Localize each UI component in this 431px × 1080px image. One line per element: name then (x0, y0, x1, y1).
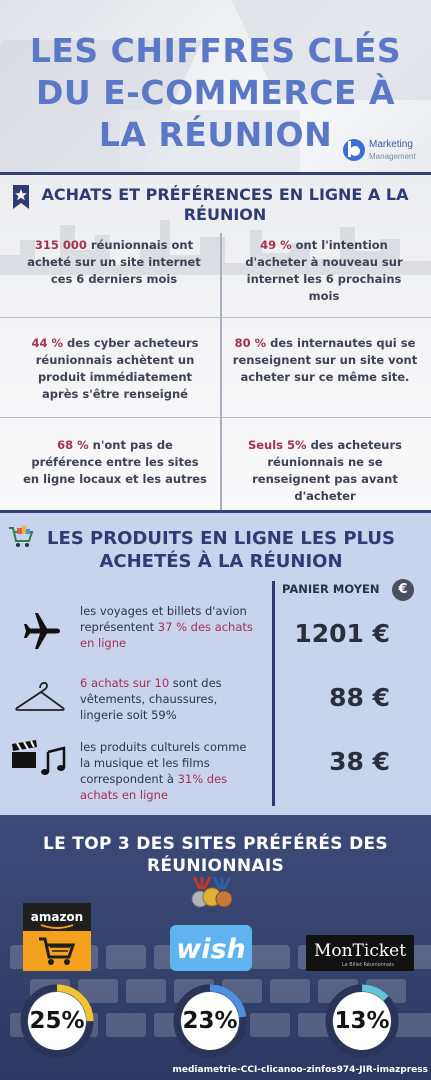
section2-title: LES PRODUITS EN LIGNE LES PLUS ACHETÉS À LA RÉUNION (47, 528, 395, 572)
site-name: MonTicket (313, 941, 407, 961)
section-top3-sites (0, 815, 431, 1080)
section3-title: LE TOP 3 DES SITES PRÉFÉRÉS DES RÉUNIONNAIS (43, 834, 388, 876)
stat-card (24, 237, 204, 288)
stat-highlight: 49 % (260, 238, 292, 252)
logo-line-2: Management (369, 152, 416, 161)
stat-card (22, 437, 208, 488)
stat-text: des cyber acheteurs réunionnais achètent un produit immédiatement après s'être renseigné (35, 336, 199, 401)
stat-text: n'ont pas de préférence entre les sites en ligne locaux et les autres (23, 438, 207, 486)
product-text: les voyages et billets d'avion représentent 37 % des achats en ligne (80, 604, 253, 650)
stat-highlight: Seuls 5% (247, 438, 307, 452)
site-name: amazon (30, 910, 84, 924)
price-value: 38 € (329, 747, 390, 776)
shopping-cart-icon (8, 525, 34, 549)
wish-logo (170, 925, 252, 971)
bookmark-star-icon (12, 185, 30, 209)
stat-card (232, 335, 418, 386)
amazon-logo (23, 903, 91, 971)
logo-line-1: Marketing (369, 139, 413, 150)
product-text: 6 achats sur 10 sont des vêtements, chaussures, lingerie soit 59% (80, 676, 222, 722)
stat-highlight: 315 000 (34, 238, 87, 252)
grid-divider-horizontal-1 (0, 317, 431, 318)
medals-icon (188, 877, 236, 909)
grid-divider-horizontal-2 (0, 417, 431, 418)
stat-highlight: 80 % (234, 336, 267, 350)
marketing-management-logo (342, 138, 430, 164)
column-divider (272, 581, 275, 806)
price-value: 1201 € (294, 619, 390, 648)
hanger-icon (14, 675, 66, 715)
euro-icon: € (392, 579, 414, 601)
airplane-icon (22, 611, 62, 651)
stat-highlight: 68 % (57, 438, 89, 452)
stat-text: des internautes qui se renseignent sur un site vont acheter sur ce même site. (232, 336, 418, 384)
logo-icon (342, 138, 366, 162)
panier-moyen-label: PANIER MOYEN (282, 582, 380, 596)
section1-title: ACHATS ET PRÉFÉRENCES EN LIGNE A LA RÉUNION (41, 185, 409, 224)
wish-share-label: 23% (182, 1008, 238, 1034)
site-tagline: Le Billet Réunionnais (341, 962, 395, 968)
section-achats-preferences (0, 172, 431, 510)
amazon-share-label: 25% (29, 1008, 85, 1034)
header-banner (0, 0, 431, 172)
stat-text: réunionnais ont acheté sur un site internet ces 6 derniers mois (27, 238, 201, 286)
stat-card (22, 335, 208, 403)
stat-card (236, 437, 414, 505)
clapperboard-music-icon (10, 738, 68, 778)
monticket-logo (306, 935, 414, 971)
stat-text: ont l'intention d'acheter à nouveau sur internet les 6 prochains mois (245, 238, 403, 303)
section-produits (0, 510, 431, 815)
product-text: les produits culturels comme la musique et les films correspondent à 31% des achats en ligne (80, 740, 247, 802)
page-title: LES CHIFFRES CLÉS DU E-COMMERCE À LA RÉUNION (29, 31, 402, 154)
source-credits: mediametrie-CCI-clicanoo-zinfos974-JIR-imazpress (172, 1065, 428, 1075)
grid-divider-vertical (220, 233, 222, 513)
price-value: 88 € (329, 683, 390, 712)
monticket-share-label: 13% (334, 1008, 390, 1034)
stat-highlight: 44 % (31, 336, 64, 350)
stat-card (232, 237, 416, 305)
stat-text: des acheteurs réunionnais ne se renseignent pas avant d'acheter (252, 438, 403, 503)
site-name: wish (176, 934, 246, 965)
